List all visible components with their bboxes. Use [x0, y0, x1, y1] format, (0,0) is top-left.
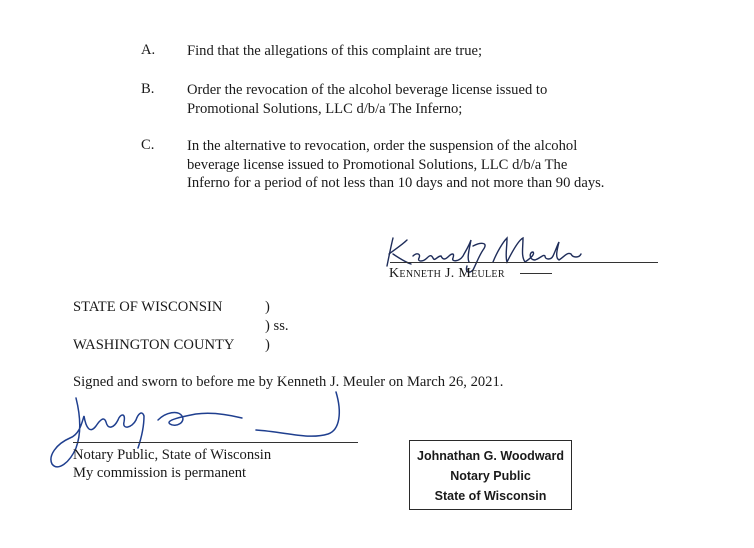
- complainant-signature-line: [390, 262, 658, 263]
- complainant-printed-name: Kenneth J. Meuler: [389, 266, 505, 281]
- relief-item-a-letter: A.: [141, 42, 156, 58]
- venue-county: WASHINGTON COUNTY: [73, 337, 235, 353]
- relief-item-c-line-2: beverage license issued to Promotional Solutions, LLC d/b/a The: [187, 156, 568, 173]
- relief-item-b-line-2: Promotional Solutions, LLC d/b/a The Inferno;: [187, 100, 463, 117]
- notary-title-line: Notary Public, State of Wisconsin: [73, 447, 272, 463]
- venue-state: STATE OF WISCONSIN: [73, 299, 223, 315]
- venue-ss: ) ss.: [265, 318, 289, 334]
- venue-county-paren: ): [265, 337, 270, 353]
- notary-stamp-state: State of Wisconsin: [434, 489, 547, 503]
- notary-stamp-title: Notary Public: [450, 469, 531, 483]
- relief-item-a-line-1: Find that the allegations of this complaint are true;: [187, 43, 483, 59]
- relief-item-a-text: [187, 42, 482, 61]
- notary-stamp-name: Johnathan G. Woodward: [417, 449, 564, 463]
- jurat-text: Signed and sworn to before me by Kenneth J. Meuler on March 26, 2021.: [73, 374, 504, 390]
- relief-item-c-line-3: Inferno for a period of not less than 10 days and not more than 90 days.: [187, 175, 605, 191]
- relief-item-c-line-1: In the alternative to revocation, order the suspension of the alcohol: [187, 138, 578, 154]
- relief-item-b-line-1: Order the revocation of the alcohol beverage license issued to: [187, 82, 548, 98]
- relief-item-c-text: [187, 137, 604, 193]
- signature-tail-stroke: [520, 273, 552, 274]
- venue-state-paren: ): [265, 299, 270, 315]
- notary-commission-line: My commission is permanent: [73, 465, 247, 481]
- relief-item-c-letter: C.: [141, 137, 155, 153]
- relief-item-b-letter: B.: [141, 81, 155, 97]
- notary-stamp: [409, 440, 572, 510]
- notary-signature-line: [73, 442, 358, 443]
- relief-item-b-text: [187, 81, 547, 118]
